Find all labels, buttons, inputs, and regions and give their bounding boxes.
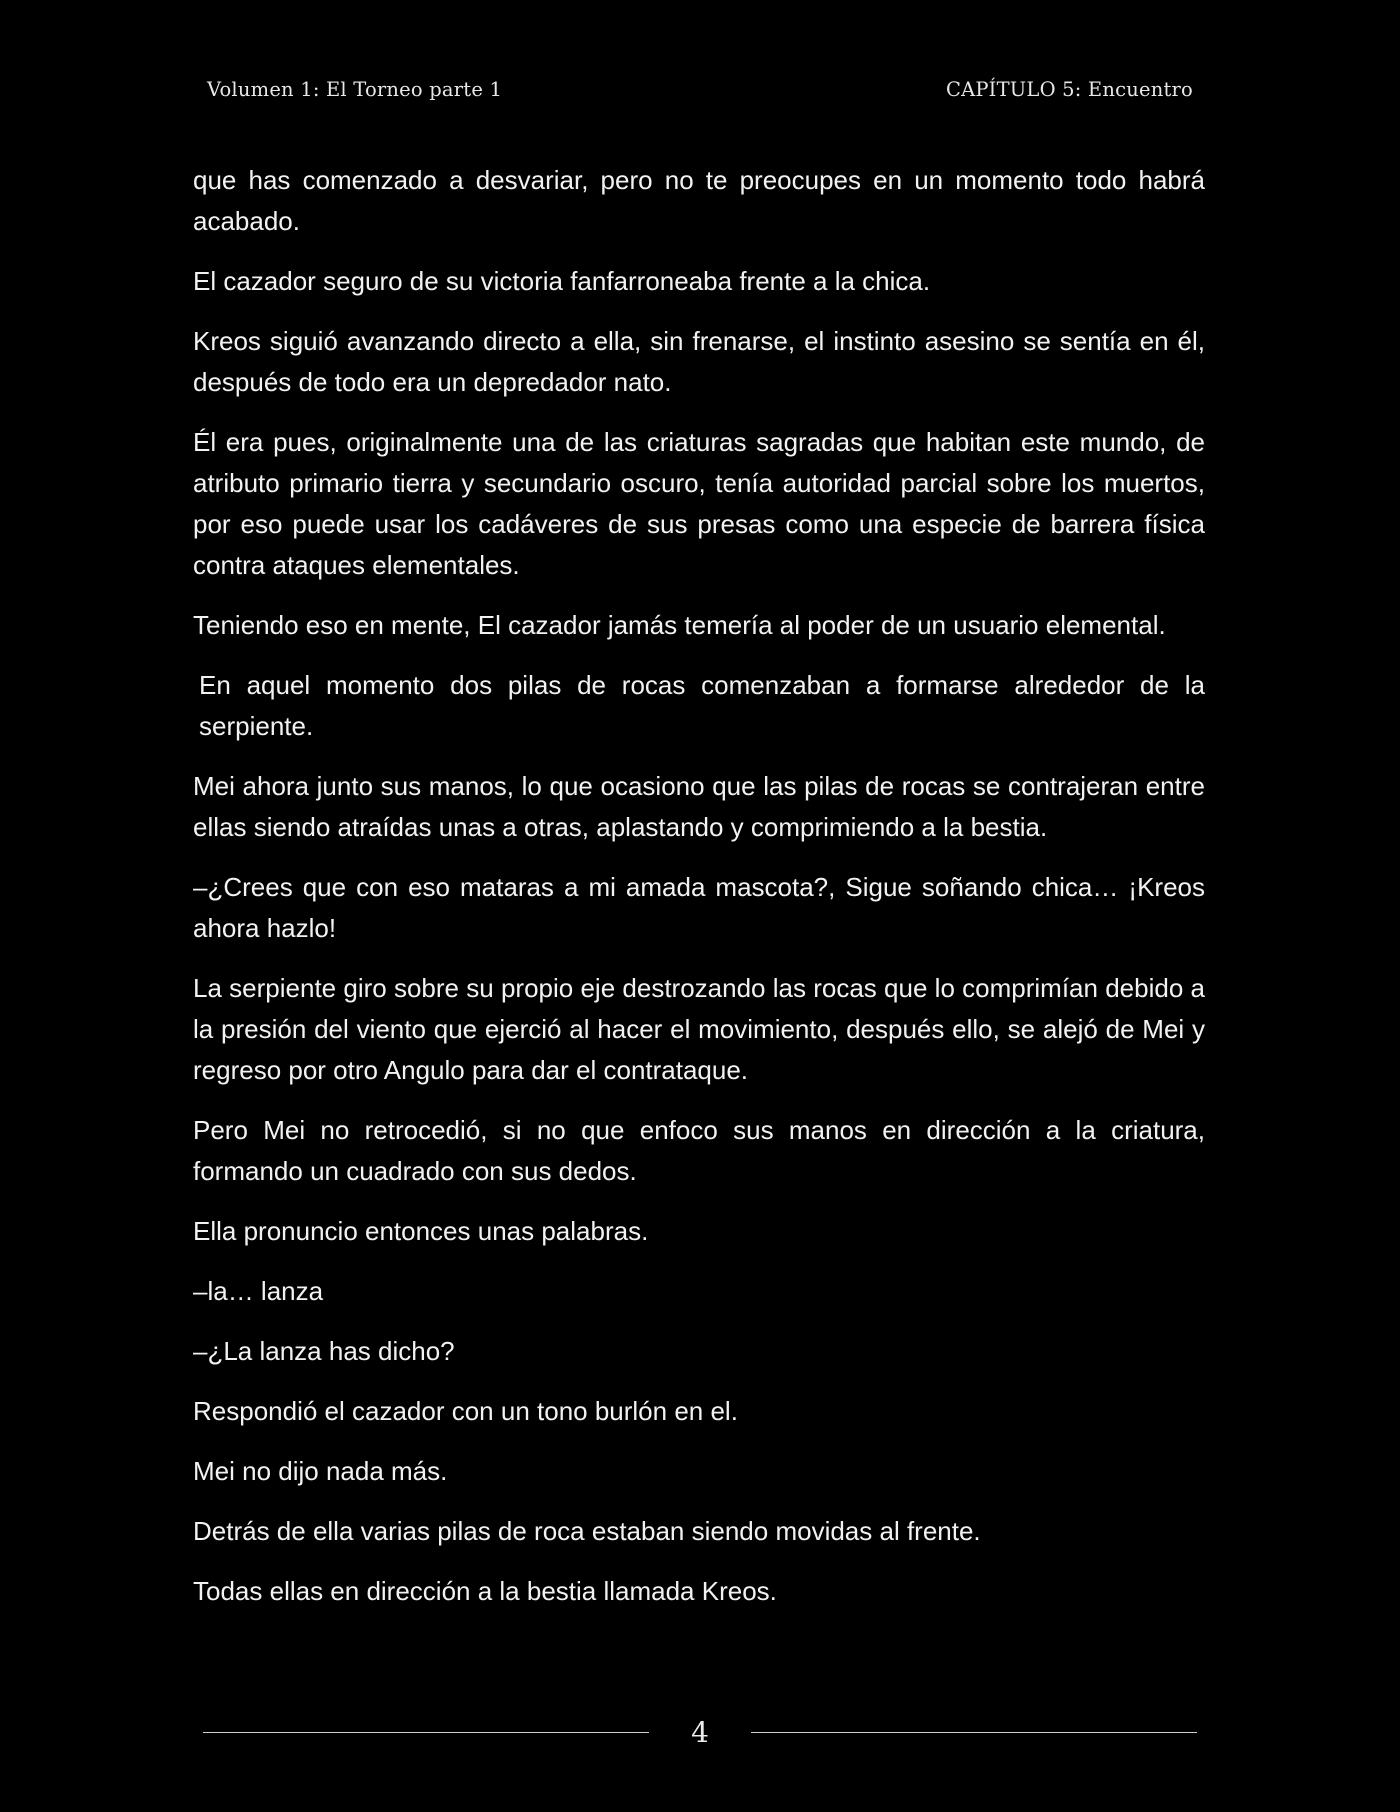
paragraph: Él era pues, originalmente una de las criaturas sagradas que habitan este mundo, de atributo primario tierra y secundario oscuro, tenía autoridad parcial sobre los muertos, por eso puede usar los cadáveres de sus presas como una especie de barrera física contra ataques elementales. bbox=[193, 427, 1205, 580]
paragraph: Pero Mei no retrocedió, si no que enfoco sus manos en dirección a la criatura, formando un cuadrado con sus dedos. bbox=[193, 1115, 1205, 1186]
dialogue-paragraph: –la… lanza bbox=[193, 1276, 324, 1306]
volume-title: Volumen 1: El Torneo parte 1 bbox=[207, 78, 503, 101]
paragraph: Teniendo eso en mente, El cazador jamás temería al poder de un usuario elemental. bbox=[193, 610, 1166, 640]
paragraph: El cazador seguro de su victoria fanfarroneaba frente a la chica. bbox=[193, 266, 931, 296]
paragraph: Todas ellas en dirección a la bestia llamada Kreos. bbox=[193, 1576, 777, 1606]
footer-rule-left bbox=[203, 1732, 649, 1733]
paragraph: Mei ahora junto sus manos, lo que ocasiono que las pilas de rocas se contrajeran entre ellas siendo atraídas unas a otras, aplastando y comprimiendo a la bestia. bbox=[193, 771, 1205, 842]
page-body bbox=[193, 160, 1205, 1631]
paragraph: Detrás de ella varias pilas de roca estaban siendo movidas al frente. bbox=[193, 1516, 981, 1546]
paragraph: La serpiente giro sobre su propio eje destrozando las rocas que lo comprimían debido a la presión del viento que ejerció al hacer el movimiento, después ello, se alejó de Mei y regreso por otro Angulo para dar el contrataque. bbox=[193, 973, 1205, 1085]
paragraph: En aquel momento dos pilas de rocas comenzaban a formarse alrededor de la serpiente. bbox=[199, 670, 1205, 741]
paragraph: Kreos siguió avanzando directo a ella, sin frenarse, el instinto asesino se sentía en él, después de todo era un depredador nato. bbox=[193, 326, 1205, 397]
running-header bbox=[207, 78, 1193, 101]
paragraph: Respondió el cazador con un tono burlón en el. bbox=[193, 1396, 738, 1426]
page-number: 4 bbox=[691, 1715, 709, 1749]
dialogue-paragraph: –¿La lanza has dicho? bbox=[193, 1336, 455, 1366]
page-footer bbox=[203, 1710, 1197, 1754]
paragraph: que has comenzado a desvariar, pero no te preocupes en un momento todo habrá acabado. bbox=[193, 165, 1205, 236]
chapter-title: CAPÍTULO 5: Encuentro bbox=[945, 78, 1193, 101]
footer-rule-right bbox=[751, 1732, 1197, 1733]
dialogue-paragraph: –¿Crees que con eso mataras a mi amada mascota?, Sigue soñando chica… ¡Kreos ahora hazlo! bbox=[193, 872, 1205, 943]
paragraph: Mei no dijo nada más. bbox=[193, 1456, 448, 1486]
paragraph: Ella pronuncio entonces unas palabras. bbox=[193, 1216, 649, 1246]
